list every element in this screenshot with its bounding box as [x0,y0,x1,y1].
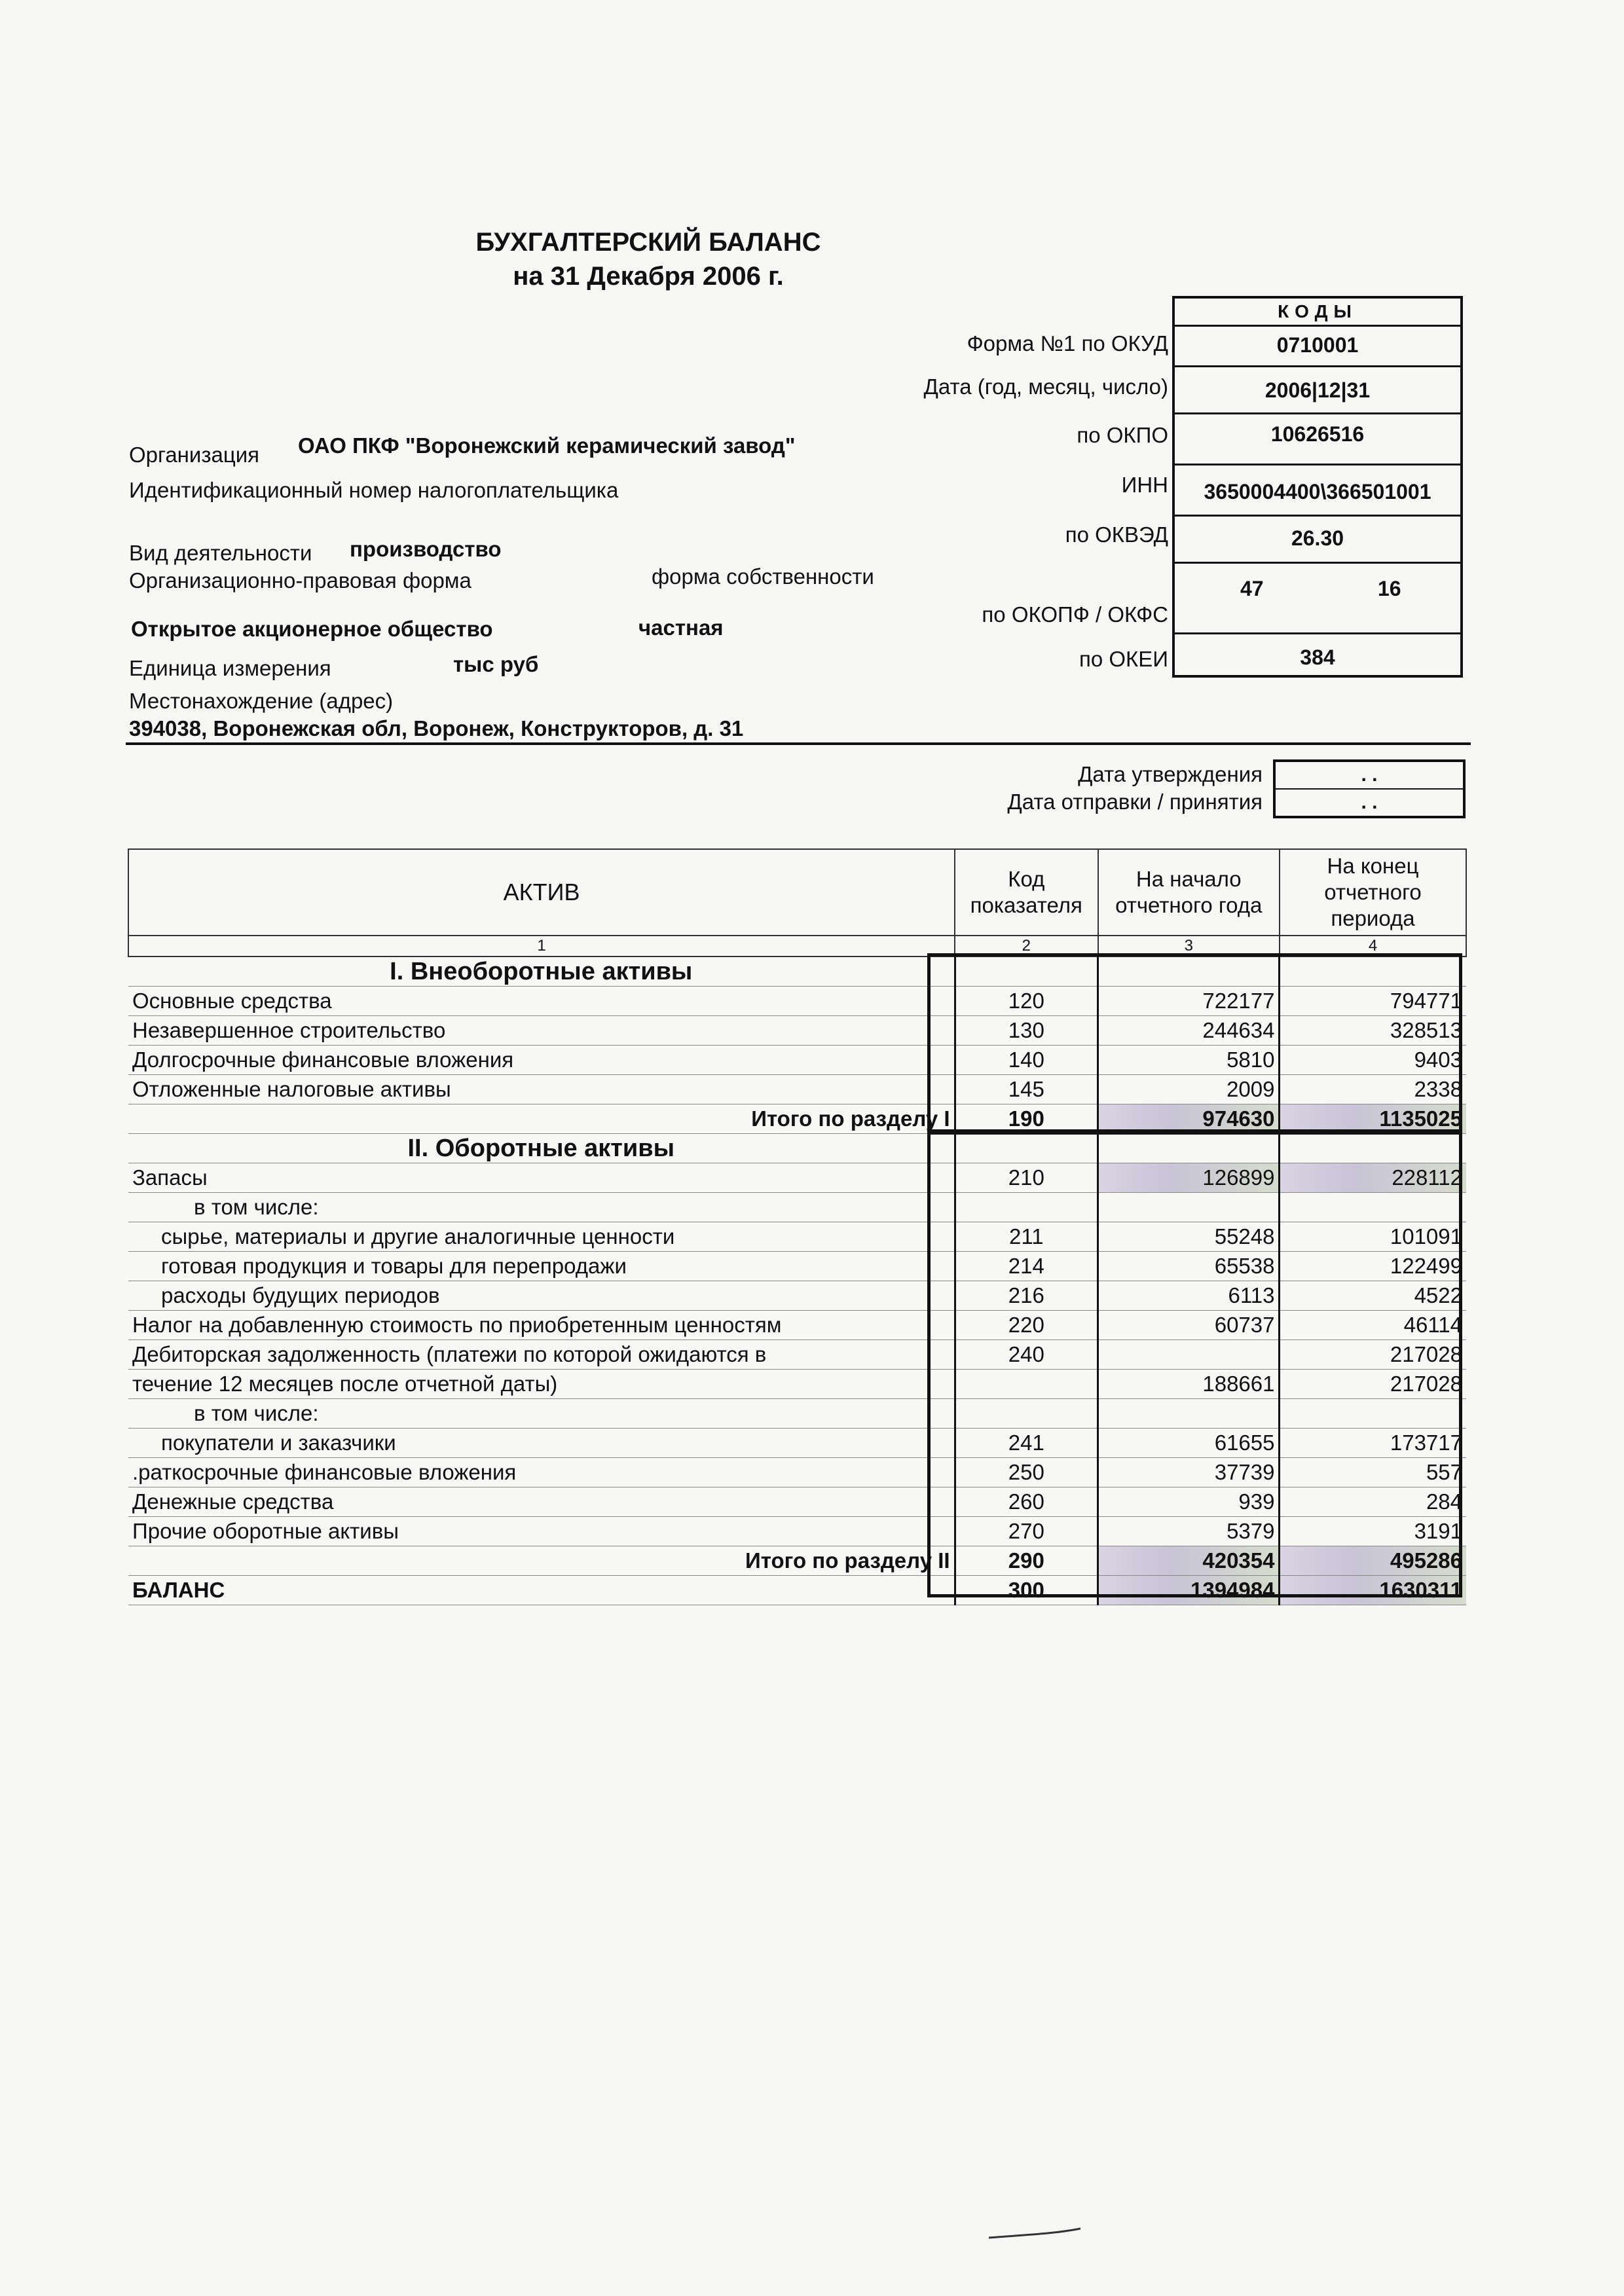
okud-value: 0710001 [1175,327,1460,367]
table-row [128,1487,1466,1517]
sent-label: Дата отправки / принятия [1007,790,1263,814]
row-end: 4522 [1280,1281,1466,1311]
okved-value: 26.30 [1175,517,1460,564]
table-row [128,987,1466,1016]
row-end: 1630311 [1280,1576,1466,1605]
legal-form-value: Открытое акционерное общество [131,617,493,641]
row-name: Итого по разделу I [128,1104,955,1134]
okopf-label: по ОКОПФ / ОКФС [982,602,1168,627]
table-row [128,1163,1466,1193]
balance-table [128,848,1467,1605]
inn-label: Идентификационный номер налогоплательщика [129,478,619,502]
row-start: 55248 [1098,1222,1280,1252]
org-label: Организация [129,443,260,467]
row-name: в том числе: [128,1399,955,1429]
row-start: 5810 [1098,1046,1280,1075]
row-code: 210 [955,1163,1098,1193]
unit-value: тыс руб [453,652,539,676]
unit-label: Единица измерения [129,656,331,680]
address-value: 394038, Воронежская обл, Воронеж, Конструкторов, д. 31 [129,716,744,740]
row-start: 37739 [1098,1458,1280,1487]
row-start: 188661 [1098,1370,1280,1399]
table-row [128,1517,1466,1546]
row-end: 217028 [1280,1370,1466,1399]
inn-code-label: ИНН [1121,473,1168,497]
dates-box [1273,759,1466,818]
inn-value: 3650004400\366501001 [1175,465,1460,517]
row-start: 6113 [1098,1281,1280,1311]
row-start: 61655 [1098,1429,1280,1458]
row-end: 794771 [1280,987,1466,1016]
row-code: 130 [955,1016,1098,1046]
row-start: 2009 [1098,1075,1280,1104]
section-heading: I. Внеоборотные активы [128,957,955,987]
row-end: 46114 [1280,1311,1466,1340]
row-end: 328513 [1280,1016,1466,1046]
row-code: 241 [955,1429,1098,1458]
okei-value: 384 [1300,646,1335,669]
row-code: 260 [955,1487,1098,1517]
row-code: 220 [955,1311,1098,1340]
row-name: БАЛАНС [128,1576,955,1605]
row-end: 9403 [1280,1046,1466,1075]
table-row [128,1311,1466,1340]
approval-value: . . [1276,762,1463,790]
table-row [128,1429,1466,1458]
row-end: 3191 [1280,1517,1466,1546]
row-end: 557 [1280,1458,1466,1487]
header-code: Код показателя [955,849,1098,936]
row-name: Налог на добавленную стоимость по приобретенным ценностям [128,1311,955,1340]
legal-form-label: Организационно-правовая форма [129,568,471,592]
header-aktiv: АКТИВ [128,849,955,936]
row-start: 126899 [1098,1163,1280,1193]
row-name: Прочие оборотные активы [128,1517,955,1546]
row-code [955,1370,1098,1399]
okei-label: по ОКЕИ [1079,647,1168,671]
row-code: 145 [955,1075,1098,1104]
row-code: 214 [955,1252,1098,1281]
codes-header: КОДЫ [1175,299,1460,327]
col-number: 1 [128,936,955,957]
row-code: 250 [955,1458,1098,1487]
address-label: Местонахождение (адрес) [129,689,394,713]
row-name: Денежные средства [128,1487,955,1517]
row-end: 2338 [1280,1075,1466,1104]
page-subtitle: на 31 Декабря 2006 г. [513,262,784,291]
table-row [128,1370,1466,1399]
row-code: 120 [955,987,1098,1016]
row-name: течение 12 месяцев после отчетной даты) [128,1370,955,1399]
table-row [128,1281,1466,1311]
row-code: 240 [955,1340,1098,1370]
row-end: 495286 [1280,1546,1466,1576]
row-end: 101091 [1280,1222,1466,1252]
total-row [128,1546,1466,1576]
table-row [128,1075,1466,1104]
table-row [128,1458,1466,1487]
row-end: 122499 [1280,1252,1466,1281]
okfs-value: 16 [1378,577,1401,600]
date-label: Дата (год, месяц, число) [923,374,1168,399]
activity-label: Вид деятельности [129,541,312,565]
okud-label: Форма №1 по ОКУД [967,331,1168,355]
row-code: 140 [955,1046,1098,1075]
okopf-okfs-cell [1175,564,1460,634]
table-row [128,1046,1466,1075]
ownership-label: форма собственности [652,564,874,589]
row-start: 60737 [1098,1311,1280,1340]
row-start: 244634 [1098,1016,1280,1046]
section-heading: II. Оборотные активы [128,1134,955,1163]
sent-value: . . [1361,792,1378,813]
date-value: 2006|12|31 [1175,367,1460,414]
signature-mark [982,2219,1113,2246]
col-number: 4 [1280,936,1466,957]
okopf-value: 47 [1240,577,1264,600]
row-end: 284 [1280,1487,1466,1517]
row-end: 1135025 [1280,1104,1466,1134]
row-name: Отложенные налоговые активы [128,1075,955,1104]
row-start: 5379 [1098,1517,1280,1546]
approval-label: Дата утверждения [1078,762,1263,786]
row-name: Дебиторская задолженность (платежи по которой ожидаются в [128,1340,955,1370]
row-end: 173717 [1280,1429,1466,1458]
row-code: 216 [955,1281,1098,1311]
col-number: 2 [955,936,1098,957]
row-start: 65538 [1098,1252,1280,1281]
row-code: 270 [955,1517,1098,1546]
codes-box [1172,296,1463,678]
row-end: 217028 [1280,1340,1466,1370]
row-name: расходы будущих периодов [128,1281,955,1311]
col-number: 3 [1098,936,1280,957]
table-row [128,1016,1466,1046]
total-row [128,1104,1466,1134]
row-name: покупатели и заказчики [128,1429,955,1458]
row-code: 290 [955,1546,1098,1576]
okpo-label: по ОКПО [1077,423,1168,447]
row-code: 300 [955,1576,1098,1605]
org-value: ОАО ПКФ "Воронежский керамический завод" [298,433,796,458]
row-name: .раткосрочные финансовые вложения [128,1458,955,1487]
row-name: в том числе: [128,1193,955,1222]
table-row [128,1399,1466,1429]
balance-row [128,1576,1466,1605]
row-name: сырье, материалы и другие аналогичные ценности [128,1222,955,1252]
table-body [128,957,1466,1605]
activity-value: производство [350,537,502,561]
address-divider [126,742,1471,745]
okved-label: по ОКВЭД [1065,522,1168,547]
table-row [128,1340,1466,1370]
row-start: 722177 [1098,987,1280,1016]
row-code: 190 [955,1104,1098,1134]
ownership-value: частная [638,615,724,640]
row-name: Долгосрочные финансовые вложения [128,1046,955,1075]
row-code: 211 [955,1222,1098,1252]
row-name: Итого по разделу II [128,1546,955,1576]
table-row [128,1252,1466,1281]
okpo-value: 10626516 [1175,414,1460,465]
row-start: 974630 [1098,1104,1280,1134]
table-row [128,1222,1466,1252]
table-row [128,1193,1466,1222]
row-start [1098,1340,1280,1370]
row-start: 939 [1098,1487,1280,1517]
row-name: Основные средства [128,987,955,1016]
row-name: Незавершенное строительство [128,1016,955,1046]
row-name: Запасы [128,1163,955,1193]
header-end: На конец отчетного периода [1280,849,1466,936]
row-end: 228112 [1280,1163,1466,1193]
row-start: 1394984 [1098,1576,1280,1605]
row-start: 420354 [1098,1546,1280,1576]
header-start: На начало отчетного года [1098,849,1280,936]
page-title: БУХГАЛТЕРСКИЙ БАЛАНС [475,228,821,257]
row-name: готовая продукция и товары для перепродажи [128,1252,955,1281]
